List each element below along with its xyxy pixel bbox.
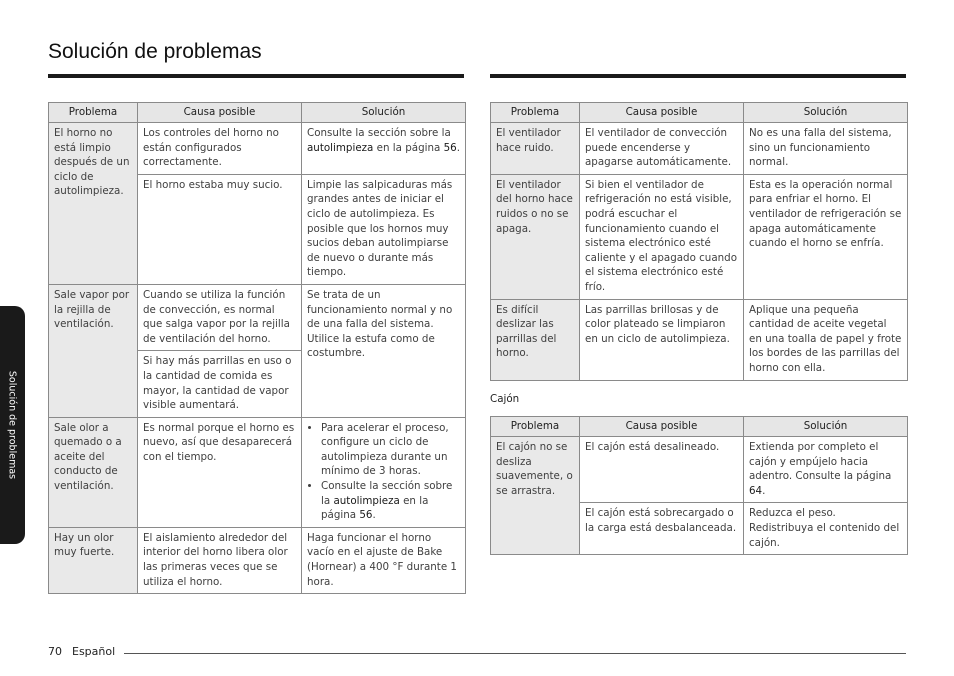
footer-language: Español — [72, 645, 116, 658]
solution-text: . — [456, 141, 460, 154]
autolimpieza-link[interactable]: autolimpieza — [307, 141, 374, 154]
problem-cell: El ventilador hace ruido. — [491, 123, 580, 175]
table-header-row — [49, 103, 466, 123]
table-row — [49, 527, 466, 593]
table-row — [491, 123, 908, 175]
page-title: Solución de problemas — [48, 40, 262, 63]
autolimpieza-link[interactable]: autolimpieza — [333, 494, 400, 507]
troubleshooting-table-right — [490, 102, 908, 381]
cause-cell: El aislamiento alrededor del interior del horno libera olor las primeras veces que se utiliza el horno. — [138, 527, 302, 593]
problem-cell: El cajón no se desliza suavemente, o se arrastra. — [491, 437, 580, 555]
problem-cell: Es difícil deslizar las parrillas del horno. — [491, 299, 580, 380]
header-cause: Causa posible — [580, 103, 744, 123]
solution-cell — [302, 417, 466, 527]
solution-cell: Esta es la operación normal para enfriar el horno. El ventilador de refrigeración se apaga automáticamente cuando el horno se enfría. — [744, 174, 908, 299]
solution-text: Extienda por completo el cajón y empújelo hacia adentro. Consulte la página — [749, 441, 892, 483]
solution-cell: Limpie las salpicaduras más grandes antes de iniciar el ciclo de autolimpieza. Es posible que los hornos muy sucios deban autolimpiarse de nuevo o durante más tiempo. — [302, 174, 466, 284]
solution-cell: Se trata de un funcionamiento normal y no de una falla del sistema. Utilice la estufa como de costumbre. — [302, 284, 466, 417]
drawer-section-label: Cajón — [490, 393, 520, 405]
title-rule-left — [48, 74, 464, 78]
cause-cell: El ventilador de convección puede encenderse y apagarse automáticamente. — [580, 123, 744, 175]
header-solution: Solución — [302, 103, 466, 123]
header-solution: Solución — [744, 103, 908, 123]
table-row — [491, 437, 908, 503]
header-solution: Solución — [744, 417, 908, 437]
table-header-row — [491, 417, 908, 437]
troubleshooting-table-left — [48, 102, 466, 594]
cause-cell: Los controles del horno no están configurados correctamente. — [138, 123, 302, 175]
header-problem: Problema — [49, 103, 138, 123]
problem-cell: Hay un olor muy fuerte. — [49, 527, 138, 593]
cause-cell: El cajón está desalineado. — [580, 437, 744, 503]
page-ref-link[interactable]: 56 — [359, 509, 373, 522]
cause-cell: Si bien el ventilador de refrigeración no está visible, podrá escuchar el funcionamiento cuando el sistema electrónico esté caliente y el apagado cuando el sistema electrónico esté frío. — [580, 174, 744, 299]
solution-text: en la página — [373, 141, 444, 154]
table-row — [49, 417, 466, 527]
solution-cell: Aplique una pequeña cantidad de aceite vegetal en una toalla de papel y frote los bordes de las parrillas del horno con ella. — [744, 299, 908, 380]
solution-cell: Haga funcionar el horno vacío en el ajuste de Bake (Hornear) a 400 °F durante 1 hora. — [302, 527, 466, 593]
cause-cell: Si hay más parrillas en uso o la cantidad de comida es mayor, la cantidad de vapor visible aumentará. — [138, 351, 302, 417]
cause-cell: Es normal porque el horno es nuevo, así que desaparecerá con el tiempo. — [138, 417, 302, 527]
cause-cell: El cajón está sobrecargado o la carga está desbalanceada. — [580, 503, 744, 555]
header-problem: Problema — [491, 417, 580, 437]
problem-cell: Sale olor a quemado o a aceite del conducto de ventilación. — [49, 417, 138, 527]
page-ref-link[interactable]: 56 — [443, 141, 457, 154]
table-row — [491, 299, 908, 380]
solution-text: . — [762, 484, 766, 497]
solution-text: en la página — [321, 494, 429, 522]
solution-bullet — [321, 479, 460, 523]
cause-cell: El horno estaba muy sucio. — [138, 174, 302, 284]
drawer-troubleshooting-table — [490, 416, 908, 555]
page-ref-link[interactable]: 64 — [749, 484, 763, 497]
solution-cell: Reduzca el peso. Redistribuya el contenido del cajón. — [744, 503, 908, 555]
table-row — [49, 284, 466, 350]
header-cause: Causa posible — [138, 103, 302, 123]
solution-cell — [744, 437, 908, 503]
solution-text: Consulte la sección sobre la — [321, 480, 453, 507]
solution-cell — [302, 123, 466, 175]
solution-bullet: • Para acelerar el proceso, configure un ciclo de autolimpieza durante un mínimo de 3 horas. — [321, 421, 460, 479]
table-row — [49, 123, 466, 175]
table-header-row — [491, 103, 908, 123]
header-cause: Causa posible — [580, 417, 744, 437]
problem-cell: Sale vapor por la rejilla de ventilación. — [49, 284, 138, 417]
page-number: 70 — [48, 645, 62, 658]
header-problem: Problema — [491, 103, 580, 123]
solution-text: . — [372, 509, 376, 522]
problem-cell: El ventilador del horno hace ruidos o no se apaga. — [491, 174, 580, 299]
cause-cell: Cuando se utiliza la función de convección, es normal que salga vapor por la rejilla de ventilación del horno. — [138, 284, 302, 350]
solution-text: Consulte la sección sobre la — [307, 127, 451, 139]
side-section-tab — [0, 306, 25, 544]
title-rule-right — [490, 74, 906, 78]
table-row — [491, 174, 908, 299]
problem-cell: El horno no está limpio después de un ciclo de autolimpieza. — [49, 123, 138, 285]
cause-cell: Las parrillas brillosas y de color plateado se limpiaron en un ciclo de autolimpieza. — [580, 299, 744, 380]
side-tab-label: Solución de problemas — [6, 370, 18, 480]
solution-cell: No es una falla del sistema, sino un funcionamiento normal. — [744, 123, 908, 175]
footer-rule — [124, 653, 906, 654]
